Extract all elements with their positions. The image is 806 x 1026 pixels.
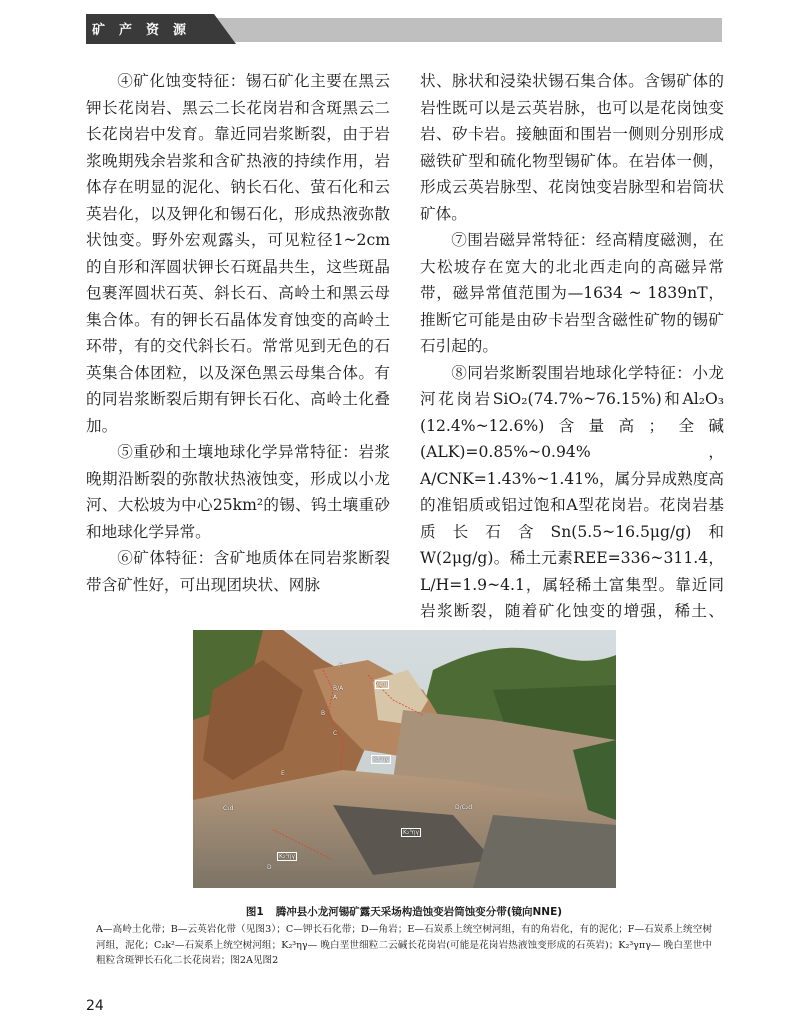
paragraph-alteration: ④矿化蚀变特征：锡石矿化主要在黑云钾长花岗岩、黑云二长花岗岩和含斑黑云二长花岗岩中发育。靠近同岩浆断裂，由于岩浆晚期残余岩浆和含矿热液的持续作用，岩体存在明显的泥化、钠长石化、萤石化和云英岩化，以及钾化和锡石化，形成热液弥散状蚀变。野外宏观露头，可见粒径1~2cm的自形和浑圆状钾长石斑晶共生，这些斑晶包裹浑圆状石英、斜长石、高岭土和黑云母集合体。有的钾长石晶体发育蚀变的高岭土环带，有的交代斜长石。常常见到无色的石英集合体团粒，以及深色黑云母集合体。有的同岩浆断裂后期有钾长石化、高岭土化叠加。 — [86, 72, 390, 435]
label-c2d-left: C₂d — [223, 805, 234, 812]
figure-title: 腾冲县小龙河锡矿露天采场构造蚀变岩筒蚀变分带(镜向NNE) — [275, 906, 563, 918]
label-k-top: K₂³ηγ — [373, 756, 390, 763]
paragraph-geochemistry: ⑧同岩浆断裂围岩地球化学特征：小龙河花岗岩SiO₂(74.7%~76.15%)和Al₂O₃ (12.4%~12.6%)含量高；全碱(ALK)=0.85%~0.94%，A/CNK=1.43%~1.41%，属分异成熟度高的准铝质或铝过饱和A型花岗岩。花岗岩基质长石含Sn(5.5~16.5μg/g)和W(2μg/g)。稀土元素REE=336~311.4，L/H=1.9~4.1，属轻稀土富集型。靠近同岩浆断裂，随着矿化蚀变的增强，稀土、 — [420, 363, 724, 620]
open-pit-photo — [193, 630, 616, 888]
label-a: A — [333, 694, 338, 701]
figure-photo — [193, 630, 616, 888]
paragraph-orebody: ⑥矿体特征：含矿地质体在同岩浆断裂带含矿性好，可出现团块状、网脉 — [86, 549, 390, 594]
paragraph-magnetic: ⑦围岩磁异常特征：经高精度磁测，在大松坡存在宽大的北北西走向的高磁异常带，磁异常值范围为—1634 ~ 1839nT，推断它可能是由矽卡岩型含磁性矿物的锡矿石引起的。 — [420, 231, 724, 355]
page-number: 24 — [86, 998, 104, 1014]
label-e: E — [281, 770, 285, 777]
label-d-c2d: D/C₂d — [455, 804, 473, 811]
label-b-a: B/A — [333, 685, 344, 692]
label-c: C — [333, 730, 338, 737]
label-d: D — [267, 864, 272, 871]
label-k-mid: K₂³ηγ — [403, 829, 420, 836]
paragraph-orebody-cont: 状、脉状和浸染状锡石集合体。含锡矿体的岩性既可以是云英岩脉，也可以是花岗蚀变岩、矽卡岩。接触面和围岩一侧则分别形成磁铁矿型和硫化物型锡矿体。在岩体一侧，形成云英岩脉型、花岗蚀变岩脉型和岩筒状矿体。 — [420, 72, 724, 223]
label-k-bottom: K₂³ηγ — [279, 853, 296, 860]
right-column — [420, 68, 724, 651]
running-header — [86, 8, 722, 42]
figure-caption-body: A—高岭土化带；B—云英岩化带（见图3）；C—钾长石化带；D—角岩；E—石炭系上统空树河组，有的角岩化，有的泥化；F—石炭系上统空树河组，泥化；C₂k²—石炭系上统空树河组；K₂³ηγ— 晚白垩世细粒二云碱长花岗岩(可能是花岗岩热液蚀变形成的石英岩)；K₂³γπγ— 晚白垩世中粗粒含斑钾长石化二长花岗岩；图2A见图2 — [96, 924, 712, 967]
figure-caption-title — [86, 904, 722, 919]
figure-number: 图1 — [245, 906, 264, 918]
label-c2d-top: C₂d — [377, 681, 388, 688]
paragraph-anomaly: ⑤重砂和土壤地球化学异常特征：岩浆晚期沿断裂的弥散状热液蚀变，形成以小龙河、大松坡为中心25km²的锡、钨土壤重砂和地球化学异常。 — [86, 443, 390, 541]
label-b: B — [321, 710, 326, 717]
label-f: F — [339, 662, 343, 669]
left-column — [86, 68, 390, 598]
header-title: 矿产资源 — [92, 23, 201, 38]
